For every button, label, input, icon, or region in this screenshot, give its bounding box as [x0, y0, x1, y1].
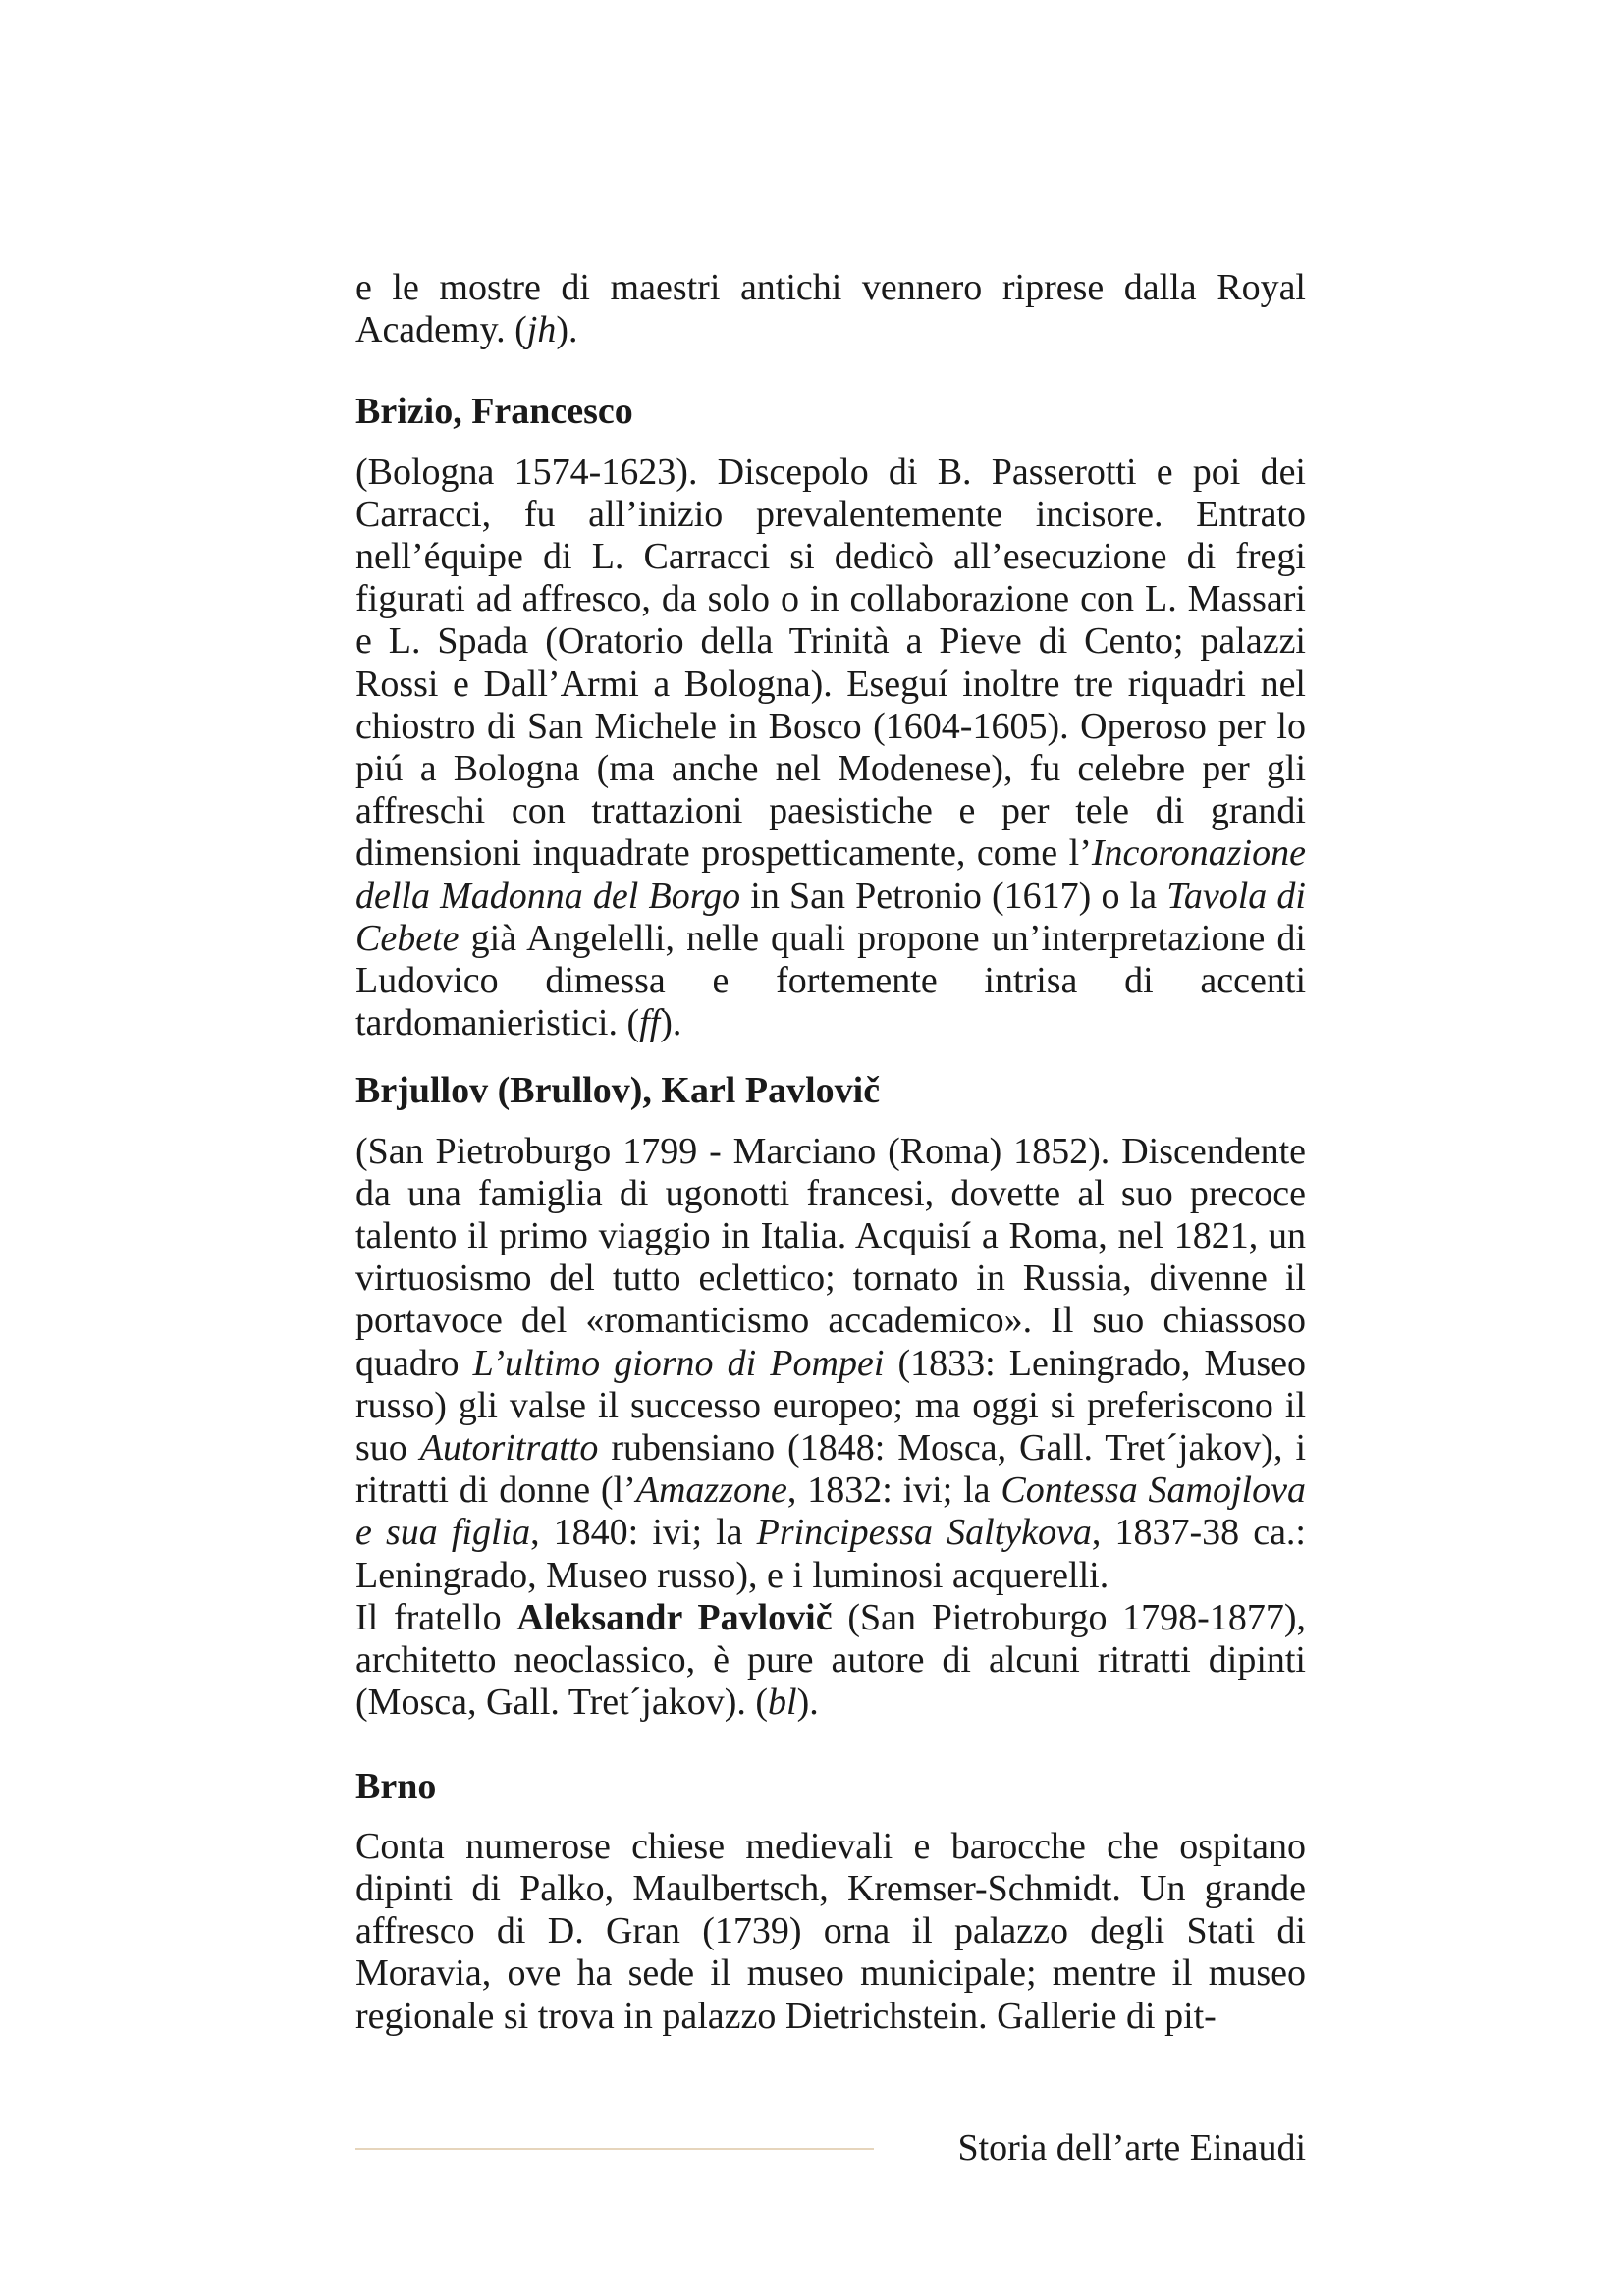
artwork-title: L’ultimo giorno di Pompei	[472, 1342, 885, 1384]
artwork-title: Tavola di Cebete	[355, 875, 1306, 959]
footer-rule	[355, 2148, 874, 2150]
artwork-title: Autoritratto	[419, 1427, 599, 1469]
entry-body-brjullov-brother: Il fratello Aleksandr Pavlovič (San Pietroburgo 1798-1877), architetto neoclassico, è pure autore di alcuni ritratti dipinti (Mosca, Gall. Tret´jakov). (bl).	[355, 1596, 1306, 1724]
entry-body-brizio: (Bologna 1574-1623). Discepolo di B. Passerotti e poi dei Carracci, fu all’inizio prevalentemente incisore. Entrato nell’équipe di L. Carracci si dedicò all’esecuzione di fregi figurati ad affresco, da solo o in collaborazione con L. Massari e L. Spada (Oratorio della Trinità a Pieve di Cento; palazzi Rossi e Dall’Armi a Bologna). Eseguí inoltre tre riquadri nel chiostro di San Michele in Bosco (1604-1605). Operoso per lo piú a Bologna (ma anche nel Modenese), fu celebre per gli affreschi con trattazioni paesistiche e per tele di grandi dimensioni inquadrate prospetticamente, come l’Incoronazione della Madonna del Borgo in San Petronio (1617) o la Tavola di Cebete già Angelelli, nelle quali propone un’interpretazione di Ludovico dimessa e fortemente intrisa di accenti tardomanieristici. (ff).	[355, 451, 1306, 1044]
artwork-title: Amazzone	[635, 1469, 787, 1512]
entry-title-brjullov: Brjullov (Brullov), Karl Pavlovič	[355, 1070, 881, 1112]
continuation-paragraph: e le mostre di maestri antichi vennero riprese dalla Royal Academy. (jh).	[355, 267, 1306, 351]
footer-publisher: Storia dell’arte Einaudi	[957, 2127, 1306, 2168]
entry-title-brno: Brno	[355, 1765, 437, 1807]
related-person-name: Aleksandr Pavlovič	[516, 1596, 833, 1638]
author-initials: jh	[526, 309, 557, 351]
author-initials: bl	[768, 1682, 797, 1724]
artwork-title: Contessa Samojlova e sua figlia	[355, 1469, 1306, 1554]
entry-body-brno: Conta numerose chiese medievali e barocche che ospitano dipinti di Palko, Maulbertsch, Kremser-Schmidt. Un grande affresco di D. Gran (1739) orna il palazzo degli Stati di Moravia, ove ha sede il museo municipale; mentre il museo regionale si trova in palazzo Dietrichstein. Gallerie di pit-	[355, 1825, 1306, 2037]
page-body	[355, 267, 1306, 2038]
artwork-title: Principessa Saltykova	[756, 1512, 1092, 1554]
author-initials: ff	[639, 1002, 661, 1044]
artwork-title: Incoronazione della Madonna del Borgo	[355, 832, 1306, 917]
entry-body-brjullov: (San Pietroburgo 1799 - Marciano (Roma) 1852). Discendente da una famiglia di ugonotti francesi, dovette al suo precoce talento il primo viaggio in Italia. Acquisí a Roma, nel 1821, un virtuosismo del tutto eclettico; tornato in Russia, divenne il portavoce del «romanticismo accademico». Il suo chiassoso quadro L’ultimo giorno di Pompei (1833: Leningrado, Museo russo) gli valse il successo europeo; ma oggi si preferiscono il suo Autoritratto rubensiano (1848: Mosca, Gall. Tret´jakov), i ritratti di donne (l’Amazzone, 1832: ivi; la Contessa Samojlova e sua figlia, 1840: ivi; la Principessa Saltykova, 1837-38 ca.: Leningrado, Museo russo), e i luminosi acquerelli.	[355, 1130, 1306, 1596]
entry-title-brizio: Brizio, Francesco	[355, 391, 633, 433]
